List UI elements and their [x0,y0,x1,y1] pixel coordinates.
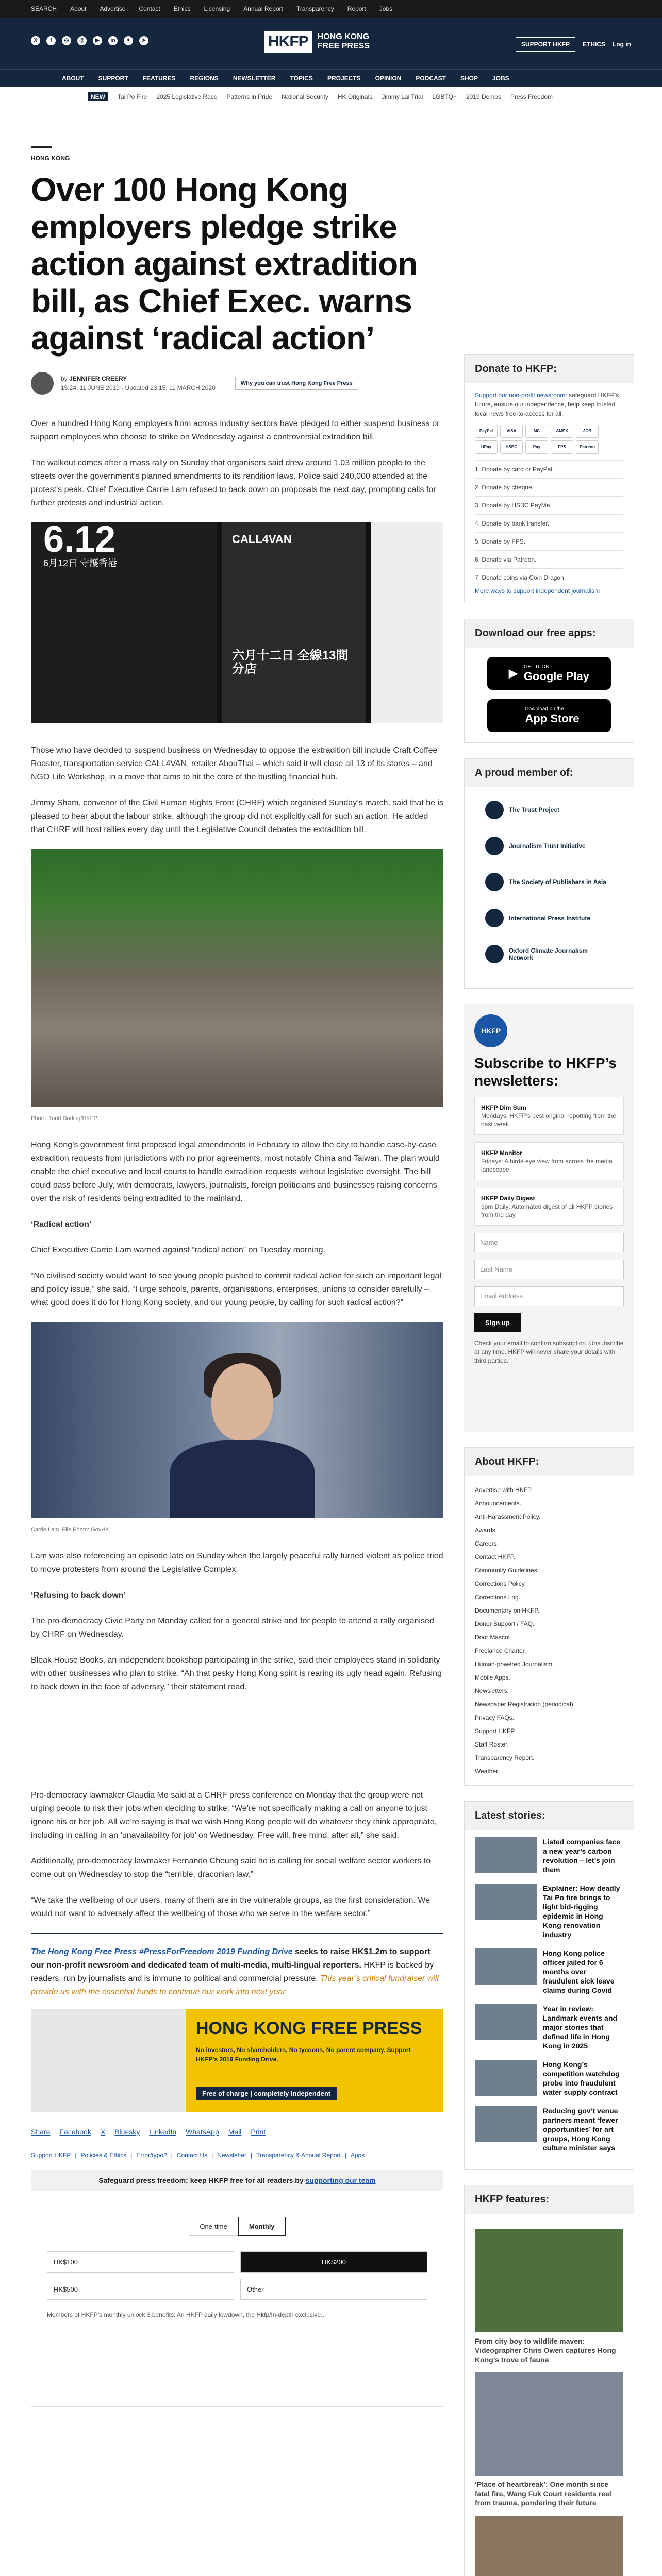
share-mail[interactable]: Mail [228,2128,242,2136]
brand-header [0,18,662,69]
about-link[interactable]: Human-powered Journalism. [475,1660,554,1668]
trending-link[interactable]: Patterns in Pride [226,93,273,100]
about-link[interactable]: Anti-Harassment Policy. [475,1513,541,1520]
support-team-link[interactable]: supporting our team [305,2176,376,2184]
sidebar [464,107,634,2576]
about-link[interactable]: Newspaper Registration (periodical). [475,1701,575,1708]
trending-link[interactable]: Press Freedom [510,93,553,100]
author-name[interactable]: JENNIFER CREERY [69,375,127,382]
features-box [464,2185,634,2576]
top-utility-bar [0,0,662,18]
trending-link[interactable]: Tai Po Fire [118,93,147,100]
member-logo[interactable]: Journalism Trust Initiative [485,834,613,858]
nav-shop[interactable]: SHOP [460,74,478,82]
banner-title: HONG KONG FREE PRESS [196,2019,422,2038]
freq-monthly[interactable]: Monthly [238,2217,286,2236]
freq-one-time[interactable]: One-time [189,2217,238,2236]
about-link[interactable]: Awards. [475,1527,498,1534]
latest-story[interactable]: Reducing gov’t venue partners meant ‘fewer opportunities’ for art groups, Hong Kong culture minister says [475,2106,623,2153]
article-body [31,417,443,1921]
funding-drive-banner[interactable] [31,2009,443,2112]
category-label[interactable]: HONG KONG [31,155,70,162]
apps-box [464,619,634,743]
about-title: About HKFP: [465,1448,634,1476]
threads-icon[interactable]: @ [77,36,87,45]
divider [31,146,52,148]
hkfp-logo-badge: HKFP [474,1014,507,1047]
paragraph: Hong Kong’s government first proposed legal amendments in February to allow the city to handle case-by-case extradition requests from jurisdictions with no prior agreements, most notably China and Taiwan. The plan would enable the chief executive and local courts to handle extradition requests without legislative oversight. The bill could pass before July, with democrats, lawyers, journalists, foreign politicians and businesses raising concerns over the risk of residents being extradited to the mainland. [31,1141,440,1203]
donate-options [475,460,623,586]
nav-newsletter[interactable]: NEWSLETTER [233,74,276,82]
feature-story[interactable]: From city boy to wildlife maven: Videographer Chris Owen captures Hong Kong’s trove of fauna [475,2229,623,2364]
email-input[interactable]: Email Address [474,1286,624,1306]
share-print[interactable]: Print [251,2128,266,2136]
about-link[interactable]: Community Guidelines. [475,1567,539,1574]
hsbc-icon: HSBC [500,440,523,454]
instagram-icon[interactable]: ◎ [62,36,71,45]
support-link[interactable]: Support HKFP [31,2151,71,2159]
last-name-input[interactable]: Last Name [474,1260,624,1279]
funding-drive-promo: The Hong Kong Free Press #PressForFreedom 2019 Funding Drive seeks to raise HK$1.2m to support our non-profit newsroom and dedicated team of multi-media, multi-lingual reporters. HKFP is backed by readers, run by journalists and is immune to political and commercial pressure. This year’s critical fundraiser will provide us with the essential funds to continue our work into next year. [31,1933,443,1999]
nav-features[interactable]: FEATURES [142,74,176,82]
topbar-ethics[interactable]: Ethics [173,5,191,12]
latest-story[interactable]: Explainer: How deadly Tai Po fire brings to light bid-rigging epidemic in Hong Kong renovation industry [475,1884,623,1939]
banner-team-photo [31,2009,186,2112]
feature-story[interactable]: ‘Place of heartbreak’: One month since fatal fire, Wang Fuk Court residents reel from trauma, pondering their future [475,2372,623,2507]
google-play-button[interactable]: ▶ GET IT ON Google Play [487,657,611,690]
latest-story[interactable]: Year in review: Landmark events and major stories that defined life in Hong Kong in 2025 [475,2004,623,2050]
latest-story[interactable]: Hong Kong police officer jailed for 6 months over fraudulent sick leave claims during Covid [475,1948,623,1995]
paragraph: “No civilised society would want to see young people pushed to commit radical action for such an important legal and policy issue,” she said. “I urge schools, parents, organisations, enterprises, unions to consider carefully – what good does it do for Hong Kong society, and our young people, by calling for such radical action?” [31,1272,441,1307]
topbar-report[interactable]: Report [347,5,366,12]
frequency-toggle [47,2217,427,2236]
payment-methods [475,425,623,454]
new-badge: NEW [88,92,108,101]
subheading: ‘Radical action’ [31,1220,92,1229]
donate-option[interactable]: 6. Donate via Patreon. [475,550,623,568]
paypal-icon: PayPal [475,425,498,438]
member-logo[interactable]: International Press Institute [485,906,613,930]
subscribe-title: Subscribe to HKFP’s newsletters: [474,1055,617,1089]
about-link[interactable]: Corrections Log. [475,1594,521,1601]
share-bluesky[interactable]: Bluesky [114,2128,140,2136]
apps-title: Download our free apps: [465,619,634,648]
support-link[interactable]: Apps [350,2151,365,2159]
banner-cta: Free of charge | completely independent [196,2087,337,2100]
newsletter-box [464,1004,634,1432]
nav-support[interactable]: SUPPORT [98,74,128,82]
bluesky-icon[interactable]: ✦ [124,36,133,45]
topbar-contact[interactable]: Contact [139,5,160,12]
facebook-icon[interactable]: f [46,36,56,45]
amount-option[interactable]: HK$500 [47,2279,234,2300]
member-logo[interactable]: The Trust Project [485,798,613,822]
linkedin-icon[interactable]: in [108,36,118,45]
donate-option[interactable]: 5. Donate by FPS. [475,532,623,550]
about-link[interactable]: Corrections Policy. [475,1580,526,1587]
paragraph: Bleak House Books, an independent bookshop participating in the strike, said their employees stand in solidarity with other businesses who plan to strike. “Ah that pesky Hong Kong spirit is rearing its ugly head again. Refusing to back down in the face of adversity,” their statement read. [31,1656,442,1691]
about-link[interactable]: Mobile Apps. [475,1674,510,1681]
trending-nav [0,87,662,107]
topbar-licensing[interactable]: Licensing [204,5,230,12]
share-whatsapp[interactable]: WhatsApp [186,2128,219,2136]
publish-date: 15:24, 11 JUNE 2019 [61,384,120,392]
share-facebook[interactable]: Facebook [59,2128,91,2136]
about-link[interactable]: Freelance Charter. [475,1647,526,1654]
donate-option[interactable]: 1. Donate by card or PayPal. [475,460,623,478]
latest-box [464,1801,634,2170]
support-link[interactable]: Transparency & Annual Report [256,2151,341,2159]
feature-story[interactable] [475,2516,623,2576]
donate-text: Support our non-profit newsroom: safeguard HKFP’s future, ensure our independence, help keep trusted local news free-to-access for all. [475,392,619,417]
main-nav [0,69,662,87]
logo-text: HONG KONG FREE PRESS [317,32,370,50]
amount-option[interactable]: Other [240,2279,427,2300]
members-title: A proud member of: [465,759,634,787]
topbar-transparency[interactable]: Transparency [296,5,334,12]
about-box [464,1447,634,1786]
topbar-advertise[interactable]: Advertise [100,5,126,12]
donate-option[interactable]: 7. Donate coins via Coin Dragon. [475,568,623,586]
amex-icon: AMEX [551,425,573,438]
support-link[interactable]: Policies & Ethics [80,2151,127,2159]
subscribe-note: Check your email to confirm subscription. Unsubscribe at any time. HKFP will never share your details with third parties. [474,1340,624,1364]
updated-date: Updated 23:15, 11 MARCH 2020 [125,384,216,392]
story-thumbnail [475,1884,537,1920]
share-linkedin[interactable]: LinkedIn [149,2128,177,2136]
donate-box [464,354,634,603]
photo-caption: Carrie Lam. File Photo: GovHK. [31,1527,111,1533]
support-link[interactable]: Contact Us [176,2151,208,2159]
about-link[interactable]: Transparency Report. [475,1754,535,1761]
about-link[interactable]: Documentary on HKFP. [475,1607,540,1614]
trending-link[interactable]: 2025 Legislative Race [156,93,218,100]
about-link[interactable]: Weather. [475,1768,500,1775]
login-link[interactable]: Log in [613,41,631,48]
paragraph: Pro-democracy lawmaker Claudia Mo said at a CHRF press conference on Monday that the group were not urging people to risk their jobs when deciding to strike: “We’re not specifically making a call on anyone to just ignore his or her job. All we’re saying is that we wish Hong Kong people will do whatever they think appropriate, including in calling in an ‘unavailability for job’ on Wednesday. Free will, free mind, after all,” she said. [31,1791,437,1840]
paragraph: The walkout comes after a mass rally on Sunday that organisers said drew around 1.03 million people to the streets over the government’s planned amendments to its rendition laws. Police said 240,000 attended at the protest’s peak. Chief Executive Carrie Lam refused to back down on proposals the next day, prompting calls for further protests and industrial action. [31,459,436,507]
donate-option[interactable]: 2. Donate by cheque. [475,478,623,496]
social-links [31,36,148,45]
paragraph: Chief Executive Carrie Lam warned against “radical action” on Tuesday morning. [31,1246,325,1255]
story-thumbnail [475,1948,537,1985]
poster-panel: 6.12 6月12日 守護香港 [31,522,217,723]
feature-image [475,2516,623,2576]
feature-image [475,2229,623,2332]
paragraph: Over a hundred Hong Kong employers from across industry sectors have pledged to either suspend business or support employees who choose to strike on Wednesday against a controversial extradition bill. [31,419,440,442]
banner-text: No investors, No shareholders, No tycoons, No parent company. Support HKFP’s 2019 Funding Drive. [196,2046,411,2063]
photo-caption: Photo: Todd Darling/HKFP. [31,1115,98,1122]
unionpay-icon: UPay [475,440,498,454]
about-link[interactable]: Announcements. [475,1500,522,1507]
poster-panel: CALL4VAN 六月十二日 全線13間分店 [222,522,366,723]
topbar-annual-report[interactable]: Annual Report [243,5,283,12]
protest-crowd-photo [31,849,443,1107]
carrie-lam-photo [31,1322,443,1518]
topbar-jobs[interactable]: Jobs [379,5,393,12]
topbar-search[interactable]: SEARCH [31,5,57,12]
more-ways-link[interactable]: More ways to support independent journalism [475,587,600,595]
paragraph: The pro-democracy Civic Party on Monday called for a general strike and for people to attend a rally organised by CHRF on Wednesday. [31,1617,434,1639]
topbar-about[interactable]: About [70,5,87,12]
story-thumbnail [475,1837,537,1873]
site-logo[interactable] [264,31,370,53]
x-icon[interactable]: X [31,36,40,45]
nav-projects[interactable]: PROJECTS [327,74,361,82]
paragraph: Additionally, pro-democracy lawmaker Fernando Cheung said he is calling for social welfare sector workers to come out on Wednesday to stop the “terrible, draconian law.” [31,1857,431,1879]
member-logo[interactable]: The Society of Publishers in Asia [485,870,613,894]
visa-icon: VISA [500,425,523,438]
story-thumbnail [475,2060,537,2096]
donate-option[interactable]: 3. Donate by HSBC PayMe. [475,496,623,514]
story-thumbnail [475,2004,537,2040]
youtube-icon[interactable]: ▶ [93,36,102,45]
latest-story[interactable]: Hong Kong’s competition watchdog probe into fraudulent water supply contract [475,2060,623,2097]
share-links [31,2128,443,2136]
share-label: Share [31,2128,51,2136]
latest-title: Latest stories: [465,1802,634,1830]
logo-mark: HKFP [264,31,312,53]
share-x[interactable]: X [100,2128,106,2136]
about-link[interactable]: Support HKFP. [475,1727,516,1735]
about-link[interactable]: Donor Support / FAQ. [475,1620,535,1628]
member-logo[interactable]: Oxford Climate Journalism Network [485,942,613,967]
safeguard-banner: Safeguard press freedom; keep HKFP free for all readers by supporting our team [31,2170,443,2191]
about-links [465,1476,634,1785]
about-link[interactable]: Newsletters. [475,1687,509,1694]
feature-image [475,2372,623,2476]
about-link[interactable]: Careers. [475,1540,499,1547]
signup-button[interactable]: Sign up [474,1313,521,1332]
donation-note: Members of HKFP’s monthly unlock 3 benefits: An HKFP daily lowdown, the Hkfp/In-depth exclusive... [47,2311,326,2318]
paragraph: Jimmy Sham, convenor of the Civil Human Rights Front (CHRF) which organised Sunday’s march, said that he is pleased to hear about the labour strike, although the group did not explicitly call for such an action. He added that CHRF will host rallies every day until the Legislative Council debates the extradition bill. [31,799,444,834]
app-store-button[interactable]: Download on the App Store [487,699,611,732]
amount-option[interactable]: HK$100 [47,2251,234,2273]
paragraph: Those who have decided to suspend business on Wednesday to oppose the extradition bill include Craft Coffee Roaster, transportation service CALL4VAN, retailer AbouThai – which said it will close all 13 of its stores – and NGO Life Workshop, in a move that aims to hit the core of the bustling financial hub. [31,746,438,782]
byline [31,372,443,395]
donation-widget [31,2201,443,2407]
trending-link[interactable]: National Security [282,93,328,100]
paragraph: “We take the wellbeing of our users, many of them are in the vulnerable groups, as the first consideration. We would not want to adversely affect the wellbeing of those who we serve in the welfare sector.” [31,1896,431,1918]
funding-drive-link[interactable]: The Hong Kong Free Press #PressForFreedom 2019 Funding Drive [31,1947,293,1956]
members-box [464,758,634,989]
nav-topics[interactable]: TOPICS [290,74,313,82]
trust-link[interactable]: Why you can trust Hong Kong Free Press [235,377,358,390]
article-title: Over 100 Hong Kong employers pledge strike action against extradition bill, as Chief Exec. warns against ‘radical action’ [31,171,418,357]
fps-icon: FPS [551,440,573,454]
paragraph: Lam was also referencing an episode late on Sunday when the largely peaceful rally turned violent as police tried to move protesters from around the Legislative Complex. [31,1552,443,1574]
poster-notice [371,522,443,723]
telegram-icon[interactable]: ➤ [139,36,148,45]
newsletter-option[interactable]: HKFP Daily Digest 9pm Daily: Automated digest of all HKFP stories from the day. [474,1188,624,1226]
about-link[interactable]: Staff Roster. [475,1741,509,1748]
newsletter-option[interactable]: HKFP Monitor Fridays: A birds-eye view from across the media landscape. [474,1142,624,1180]
subheading: ‘Refusing to back down’ [31,1591,126,1600]
applepay-icon: Pay [525,440,548,454]
name-input[interactable]: Name [474,1233,624,1252]
ethics-link[interactable]: ETHICS [582,41,605,48]
story-thumbnail [475,2106,537,2142]
about-link[interactable]: Advertise with HKFP. [475,1486,533,1494]
jcb-icon: JCB [576,425,599,438]
nav-podcast[interactable]: PODCAST [416,74,446,82]
amount-option-selected[interactable]: HK$200 [240,2251,427,2273]
about-link[interactable]: Privacy FAQs. [475,1714,515,1721]
support-link[interactable]: Error/typo? [136,2151,167,2159]
article [31,107,443,2407]
donate-option[interactable]: 4. Donate by bank transfer. [475,514,623,532]
nav-regions[interactable]: REGIONS [190,74,219,82]
author-avatar [31,372,54,395]
trending-link[interactable]: HK Originals [337,93,373,100]
byline-meta: by JENNIFER CREERY 15:24, 11 JUNE 2019 · Updated 23:15, 11 MARCH 2020 [61,375,216,392]
nav-about[interactable]: ABOUT [62,74,84,82]
donate-title: Donate to HKFP: [465,355,634,383]
trending-link[interactable]: 2019 Demos [466,93,501,100]
support-links: Support HKFP | Policies & Ethics | Error/typo? | Contact Us | Newsletter | Transparency & Annual Report | Apps [31,2151,365,2159]
support-hkfp-button[interactable]: SUPPORT HKFP [516,37,575,52]
mastercard-icon: MC [525,425,548,438]
trending-link[interactable]: LGBTQ+ [432,93,457,100]
amount-options [47,2251,427,2300]
strike-poster-image [31,522,443,723]
trending-link[interactable]: Jimmy Lai Trial [382,93,423,100]
nav-jobs[interactable]: JOBS [492,74,509,82]
about-link[interactable]: Door Mascot. [475,1634,512,1641]
patreon-icon: Patreon [576,440,599,454]
nav-opinion[interactable]: OPINION [375,74,402,82]
latest-story[interactable]: Listed companies face a new year’s carbon revolution – let’s join them [475,1837,623,1874]
features-title: HKFP features: [465,2185,634,2214]
newsletter-option[interactable]: HKFP Dim Sum Mondays: HKFP’s best original reporting from the past week. [474,1097,624,1135]
about-link[interactable]: Contact HKFP. [475,1553,516,1561]
play-icon: ▶ [508,667,518,680]
support-link[interactable]: Newsletter [217,2151,246,2159]
